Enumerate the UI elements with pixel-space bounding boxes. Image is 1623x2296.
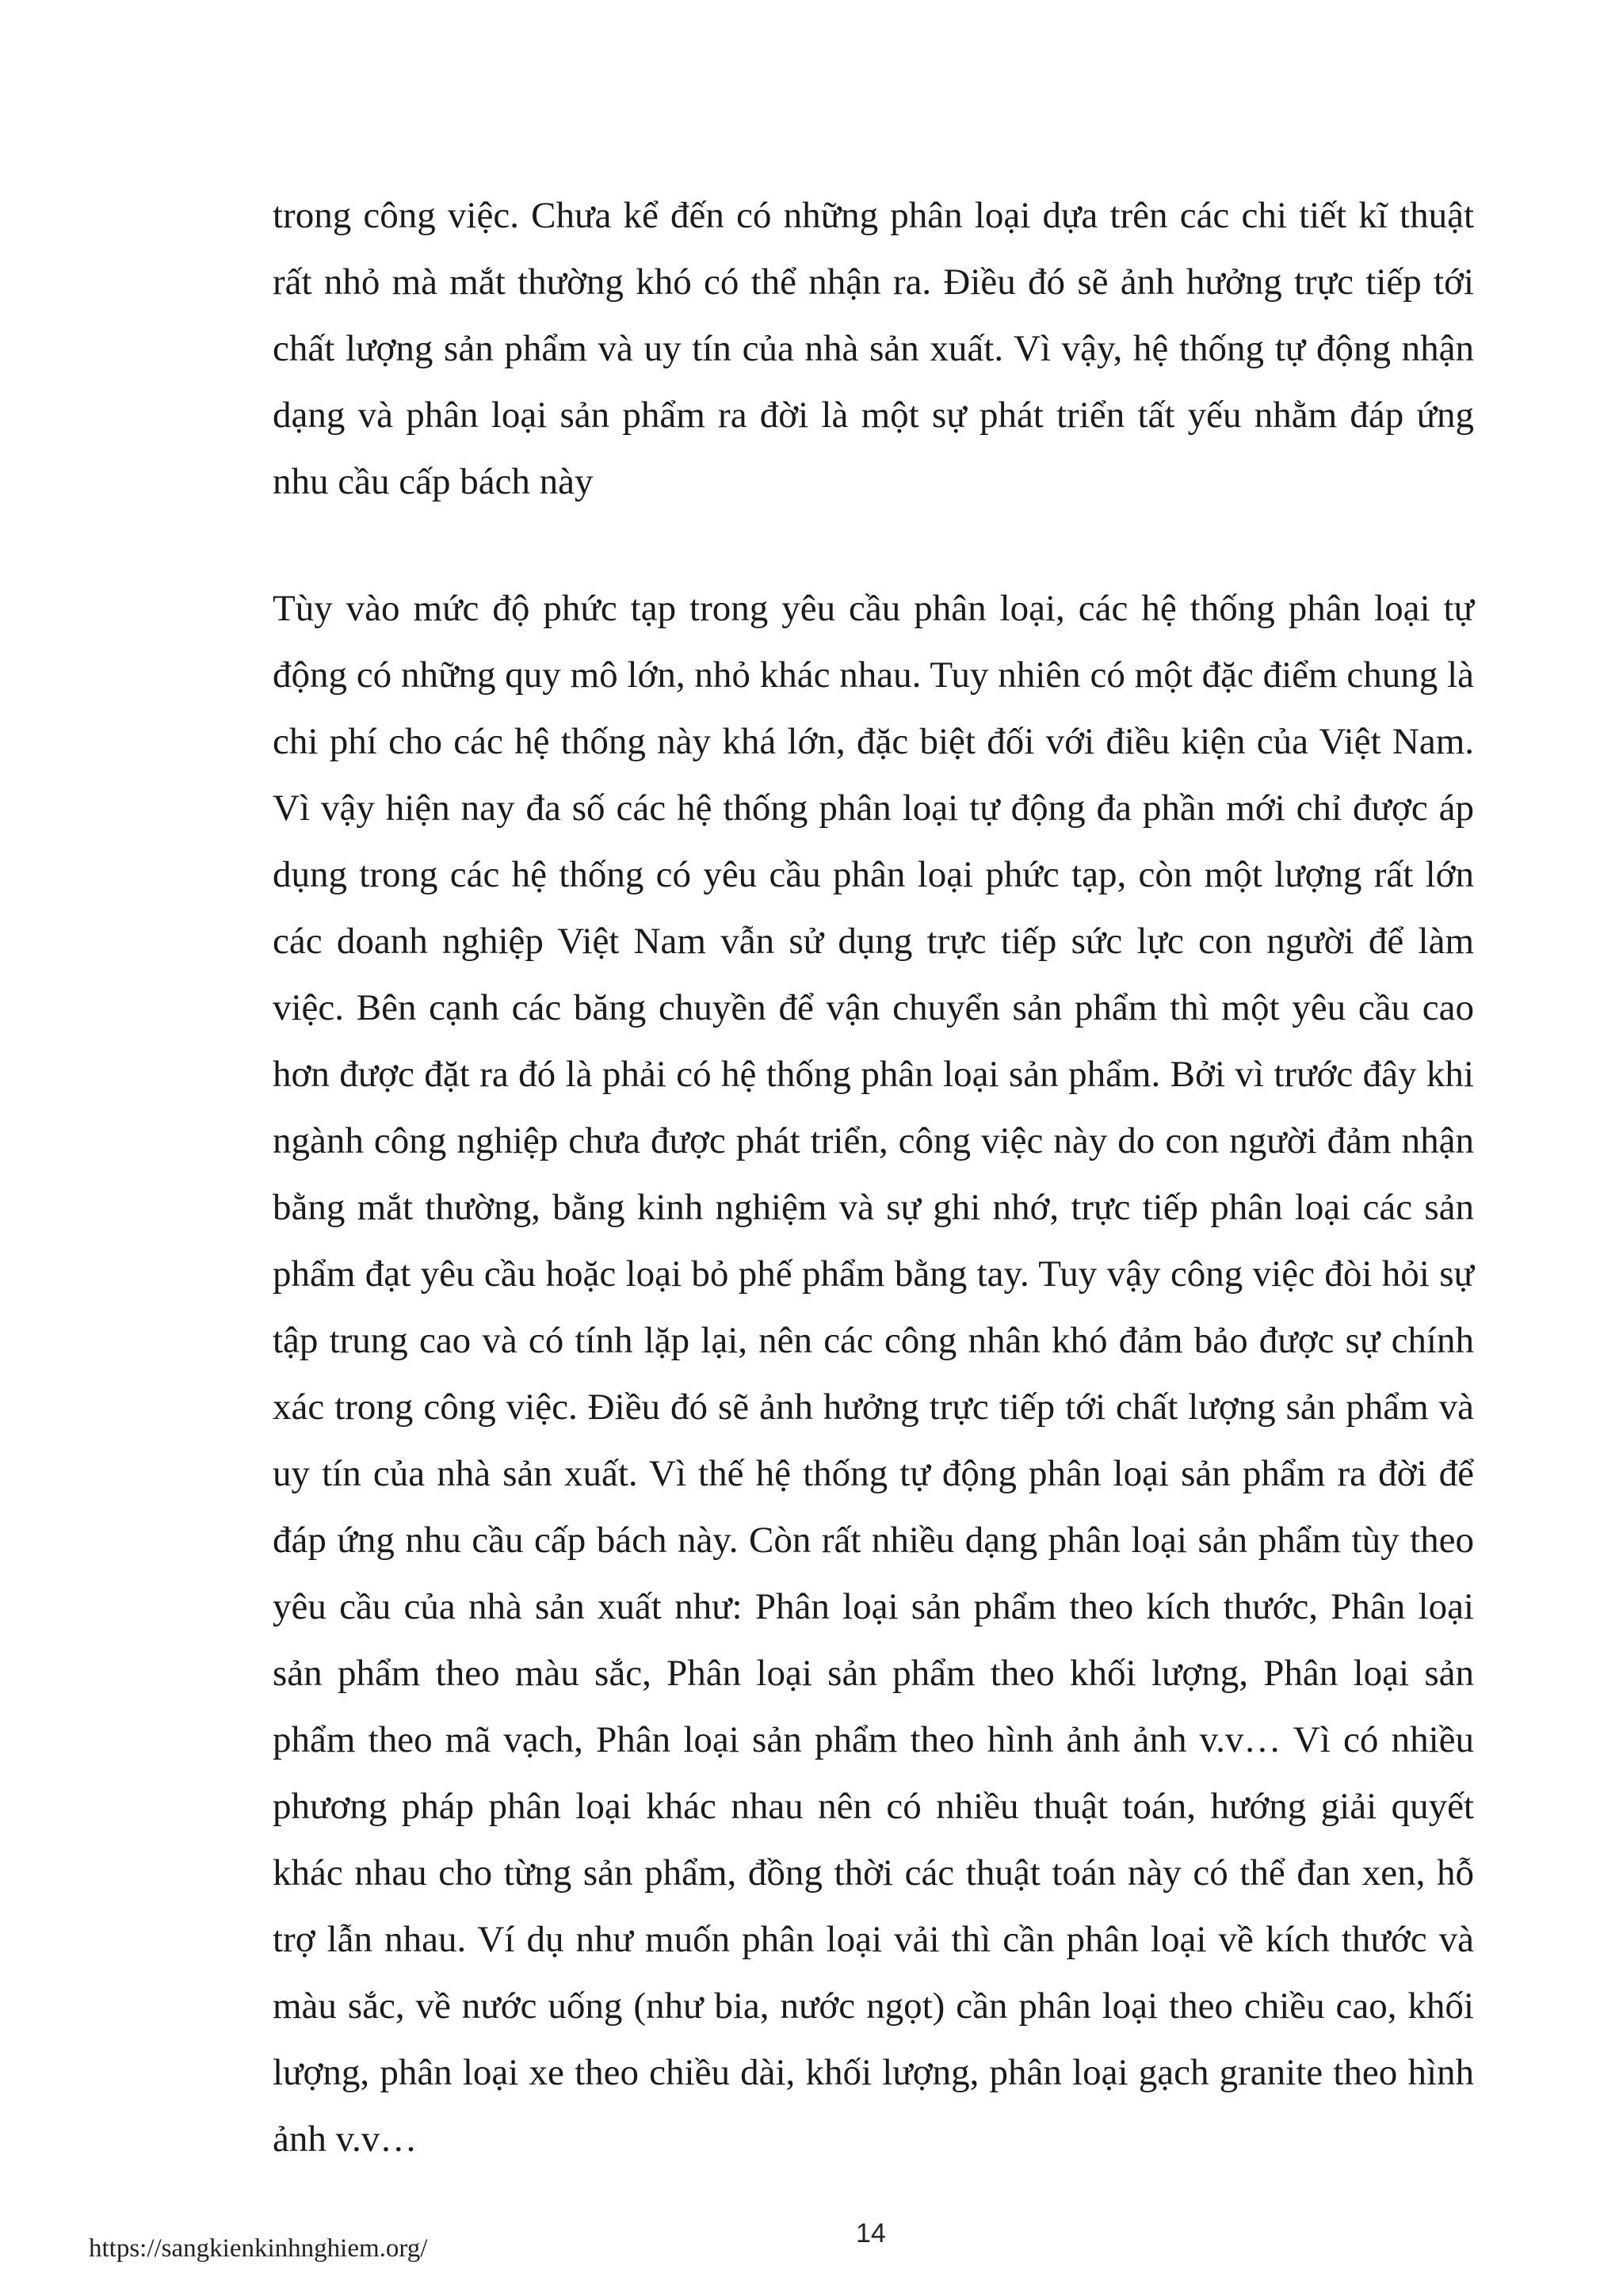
paragraph-1: trong công việc. Chưa kể đến có những phân loại dựa trên các chi tiết kĩ thuật rất nhỏ mà mắt thường khó có thể nhận ra. Điều đó sẽ ảnh hưởng trực tiếp tới chất lượng sản phẩm và uy tín của nhà sản xuất. Vì vậy, hệ thống tự động nhận dạng và phân loại sản phẩm ra đời là một sự phát triển tất yếu nhằm đáp ứng nhu cầu cấp bách này <box>273 195 1474 502</box>
footer-url[interactable]: https://sangkienkinhnghiem.org/ <box>89 2234 428 2263</box>
page-number: 14 <box>856 2218 886 2248</box>
paragraph-2: Tùy vào mức độ phức tạp trong yêu cầu phân loại, các hệ thống phân loại tự động có những quy mô lớn, nhỏ khác nhau. Tuy nhiên có một đặc điểm chung là chi phí cho các hệ thống này khá lớn, đặc biệt đối với điều kiện của Việt Nam. Vì vậy hiện nay đa số các hệ thống phân loại tự động đa phần mới chỉ được áp dụng trong các hệ thống có yêu cầu phân loại phức tạp, còn một lượng rất lớn các doanh nghiệp Việt Nam vẫn sử dụng trực tiếp sức lực con người để làm việc. Bên cạnh các băng chuyền để vận chuyển sản phẩm thì một yêu cầu cao hơn được đặt ra đó là phải có hệ thống phân loại sản phẩm. Bởi vì trước đây khi ngành công nghiệp chưa được phát triển, công việc này do con người đảm nhận bằng mắt thường, bằng kinh nghiệm và sự ghi nhớ, trực tiếp phân loại các sản phẩm đạt yêu cầu hoặc loại bỏ phế phẩm bằng tay. Tuy vậy công việc đòi hỏi sự tập trung cao và có tính lặp lại, nên các công nhân khó đảm bảo được sự chính xác trong công việc. Điều đó sẽ ảnh hưởng trực tiếp tới chất lượng sản phẩm và uy tín của nhà sản xuất. Vì thế hệ thống tự động phân loại sản phẩm ra đời để đáp ứng nhu cầu cấp bách này. Còn rất nhiều dạng phân loại sản phẩm tùy theo yêu cầu của nhà sản xuất như: Phân loại sản phẩm theo kích thước, Phân loại sản phẩm theo màu sắc, Phân loại sản phẩm theo khối lượng, Phân loại sản phẩm theo mã vạch, Phân loại sản phẩm theo hình ảnh ảnh v.v… Vì có nhiều phương pháp phân loại khác nhau nên có nhiều thuật toán, hướng giải quyết khác nhau cho từng sản phẩm, đồng thời các thuật toán này có thể đan xen, hỗ trợ lẫn nhau. Ví dụ như muốn phân loại vải thì cần phân loại về kích thước và màu sắc, về nước uống (như bia, nước ngọt) cần phân loại theo chiều cao, khối lượng, phân loại xe theo chiều dài, khối lượng, phân loại gạch granite theo hình ảnh v.v… <box>273 588 1474 2160</box>
